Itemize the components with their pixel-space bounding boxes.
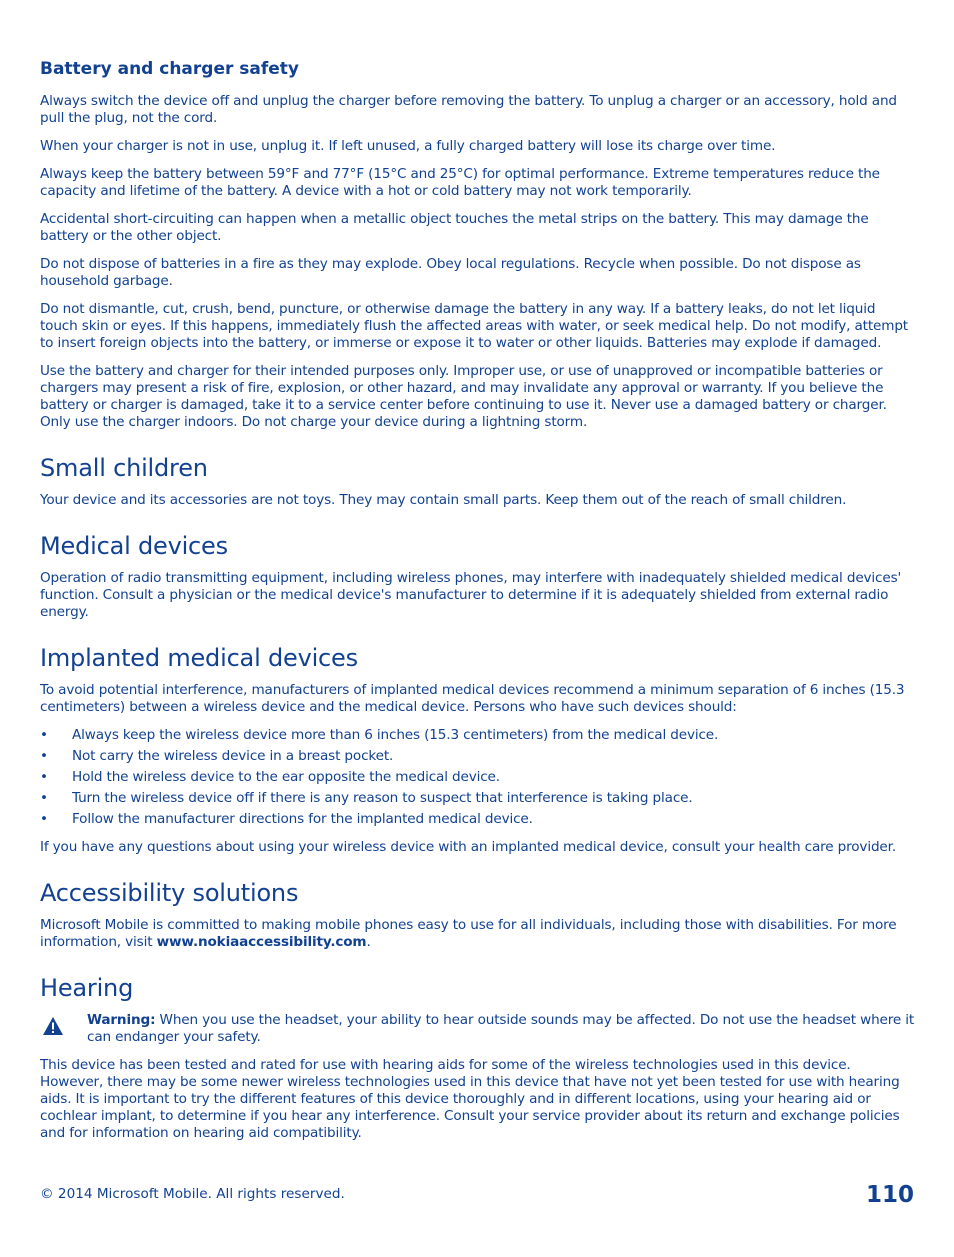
list-item: • Follow the manufacturer directions for the implanted medical device. bbox=[40, 811, 533, 827]
battery-paragraph: Use the battery and charger for their intended purposes only. Improper use, or use of unapproved or incompatible batteries or chargers may present a risk of fire, explosion, or other hazard, and may invalidate any approval or warranty. If you believe the battery or charger is damaged, take it to a service center before continuing to use it. Never use a damaged battery or charger. Only use the charger indoors. Do not charge your device during a lightning storm. bbox=[40, 363, 887, 430]
medical-devices-heading: Medical devices bbox=[40, 532, 228, 560]
bullet-icon: • bbox=[40, 790, 48, 806]
medical-devices-paragraph: Operation of radio transmitting equipment, including wireless phones, may interfere with inadequately shielded medical devices' function. Consult a physician or the medical device's manufacturer to determine if it is adequately shielded from external radio energy. bbox=[40, 570, 902, 620]
bullet-icon: • bbox=[40, 748, 48, 764]
battery-paragraph: Do not dispose of batteries in a fire as they may explode. Obey local regulations. Recycle when possible. Do not dispose as household garbage. bbox=[40, 256, 861, 289]
page-number: 110 bbox=[865, 1182, 914, 1208]
implanted-intro-paragraph: To avoid potential interference, manufacturers of implanted medical devices recommend a minimum separation of 6 inches (15.3 centimeters) between a wireless device and the medical device. Persons who have such devices should: bbox=[40, 682, 905, 715]
accessibility-heading: Accessibility solutions bbox=[40, 879, 299, 907]
bullet-icon: • bbox=[40, 811, 48, 827]
accessibility-link[interactable]: www.nokiaaccessibility.com bbox=[156, 934, 367, 950]
battery-paragraph: Always keep the battery between 59°F and 77°F (15°C and 25°C) for optimal performance. Extreme temperatures reduce the capacity and lifetime of the battery. A device with a hot or cold battery may not work temporarily. bbox=[40, 166, 880, 199]
list-item: • Turn the wireless device off if there is any reason to suspect that interference is taking place. bbox=[40, 790, 693, 806]
accessibility-paragraph: Microsoft Mobile is committed to making mobile phones easy to use for all individuals, including those with disabilities. For more information, visit www.nokiaaccessibility.com. bbox=[40, 917, 897, 950]
list-item: • Hold the wireless device to the ear opposite the medical device. bbox=[40, 769, 500, 785]
list-item: • Not carry the wireless device in a breast pocket. bbox=[40, 748, 394, 764]
implanted-devices-heading: Implanted medical devices bbox=[40, 644, 358, 672]
battery-paragraph: Do not dismantle, cut, crush, bend, puncture, or otherwise damage the battery in any way. If a battery leaks, do not let liquid touch skin or eyes. If this happens, immediately flush the affected areas with water, or seek medical help. Do not modify, attempt to insert foreign objects into the battery, or immerse or expose it to water or other liquids. Batteries may explode if damaged. bbox=[40, 301, 908, 351]
small-children-heading: Small children bbox=[40, 454, 208, 482]
battery-paragraph: Always switch the device off and unplug the charger before removing the battery. To unplug a charger or an accessory, hold and pull the plug, not the cord. bbox=[40, 93, 897, 126]
list-item: • Always keep the wireless device more than 6 inches (15.3 centimeters) from the medical device. bbox=[40, 727, 719, 743]
copyright-footer: © 2014 Microsoft Mobile. All rights reserved. bbox=[40, 1186, 345, 1202]
implanted-outro-paragraph: If you have any questions about using your wireless device with an implanted medical device, consult your health care provider. bbox=[40, 839, 897, 855]
warning-label: Warning: bbox=[87, 1012, 156, 1028]
bullet-icon: • bbox=[40, 769, 48, 785]
implanted-bullet-list bbox=[40, 727, 915, 828]
hearing-paragraph: This device has been tested and rated for use with hearing aids for some of the wireless technologies used in this device. However, there may be some newer wireless technologies used in this device that have not yet been tested for use with hearing aids. It is important to try the different features of this device thoroughly and in different locations, using your hearing aid or cochlear implant, to determine if you hear any interference. Consult your service provider about its return and exchange policies and for information on hearing aid compatibility. bbox=[40, 1057, 900, 1141]
battery-paragraph: Accidental short-circuiting can happen when a metallic object touches the metal strips on the battery. This may damage the battery or the other object. bbox=[40, 211, 869, 244]
battery-heading: Battery and charger safety bbox=[40, 59, 300, 79]
bullet-icon: • bbox=[40, 727, 48, 743]
battery-paragraph: When your charger is not in use, unplug it. If left unused, a fully charged battery will lose its charge over time. bbox=[40, 138, 776, 154]
small-children-paragraph: Your device and its accessories are not toys. They may contain small parts. Keep them out of the reach of small children. bbox=[40, 492, 847, 508]
hearing-heading: Hearing bbox=[40, 974, 134, 1002]
document-page bbox=[40, 58, 915, 1142]
warning-text: When you use the headset, your ability to hear outside sounds may be affected. Do not use the headset where it can endanger your safety. bbox=[87, 1012, 915, 1045]
hearing-warning bbox=[40, 1012, 915, 1046]
warning-triangle-icon bbox=[42, 1016, 64, 1036]
